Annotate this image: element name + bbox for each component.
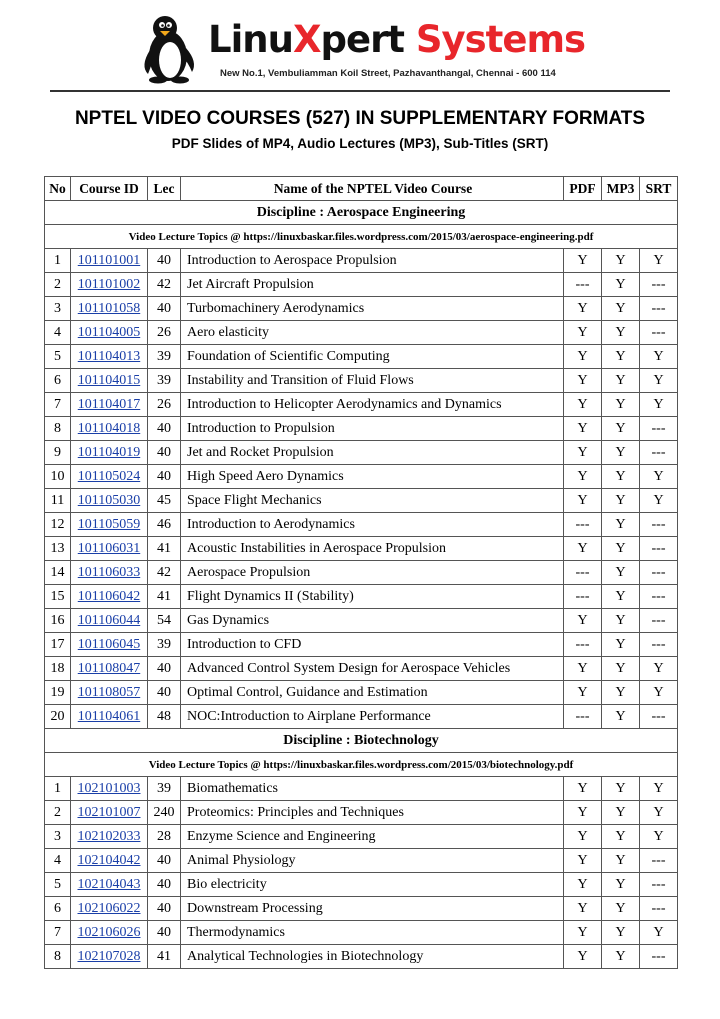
pdf-availability: --- xyxy=(564,585,602,609)
mp3-availability: Y xyxy=(602,345,640,369)
lecture-count: 39 xyxy=(148,633,181,657)
srt-availability: --- xyxy=(640,441,678,465)
lecture-count: 41 xyxy=(148,537,181,561)
row-no: 1 xyxy=(45,777,71,801)
header-no: No xyxy=(45,177,71,201)
header-pdf: PDF xyxy=(564,177,602,201)
row-no: 9 xyxy=(45,441,71,465)
srt-availability: --- xyxy=(640,705,678,729)
pdf-availability: Y xyxy=(564,825,602,849)
srt-availability: --- xyxy=(640,849,678,873)
course-name: Enzyme Science and Engineering xyxy=(181,825,564,849)
row-no: 16 xyxy=(45,609,71,633)
table-row xyxy=(45,777,678,801)
pdf-availability: Y xyxy=(564,537,602,561)
course-id-link[interactable]: 101101058 xyxy=(77,300,141,316)
srt-availability: Y xyxy=(640,249,678,273)
course-id-link[interactable]: 102101007 xyxy=(77,804,141,820)
srt-availability: --- xyxy=(640,561,678,585)
table-row xyxy=(45,921,678,945)
srt-availability: --- xyxy=(640,513,678,537)
course-id-cell xyxy=(71,609,148,633)
course-id-link[interactable]: 101101002 xyxy=(77,276,141,292)
course-id-link[interactable]: 101106044 xyxy=(77,612,141,628)
course-id-cell xyxy=(71,825,148,849)
brand-part-3: pert xyxy=(320,18,404,61)
pdf-availability: Y xyxy=(564,657,602,681)
lecture-count: 42 xyxy=(148,273,181,297)
lecture-count: 40 xyxy=(148,681,181,705)
mp3-availability: Y xyxy=(602,873,640,897)
table-row xyxy=(45,585,678,609)
mp3-availability: Y xyxy=(602,441,640,465)
course-id-cell xyxy=(71,345,148,369)
course-id-link[interactable]: 101105030 xyxy=(77,492,141,508)
row-no: 19 xyxy=(45,681,71,705)
course-name: Introduction to Propulsion xyxy=(181,417,564,441)
pdf-availability: Y xyxy=(564,945,602,969)
course-id-link[interactable]: 102107028 xyxy=(77,948,141,964)
mp3-availability: Y xyxy=(602,489,640,513)
discipline-topics-link[interactable]: Video Lecture Topics @ https://linuxbaskar.files.wordpress.com/2015/03/aerospace-engineering.pdf xyxy=(45,225,678,249)
table-row xyxy=(45,825,678,849)
course-id-cell xyxy=(71,705,148,729)
course-name: NOC:Introduction to Airplane Performance xyxy=(181,705,564,729)
course-name: Thermodynamics xyxy=(181,921,564,945)
course-id-link[interactable]: 102104043 xyxy=(77,876,141,892)
course-name: Acoustic Instabilities in Aerospace Propulsion xyxy=(181,537,564,561)
table-row xyxy=(45,609,678,633)
table-row xyxy=(45,369,678,393)
mp3-availability: Y xyxy=(602,417,640,441)
mp3-availability: Y xyxy=(602,897,640,921)
lecture-count: 40 xyxy=(148,921,181,945)
table-row xyxy=(45,489,678,513)
lecture-count: 40 xyxy=(148,897,181,921)
pdf-availability: Y xyxy=(564,777,602,801)
table-row xyxy=(45,393,678,417)
srt-availability: Y xyxy=(640,657,678,681)
table-row xyxy=(45,345,678,369)
course-name: Aerospace Propulsion xyxy=(181,561,564,585)
course-name: Jet and Rocket Propulsion xyxy=(181,441,564,465)
srt-availability: Y xyxy=(640,489,678,513)
course-id-link[interactable]: 101106033 xyxy=(77,564,141,580)
discipline-topics-row xyxy=(45,753,678,777)
course-id-cell xyxy=(71,249,148,273)
pdf-availability: --- xyxy=(564,705,602,729)
pdf-availability: Y xyxy=(564,681,602,705)
table-row xyxy=(45,537,678,561)
course-id-cell xyxy=(71,777,148,801)
course-id-link[interactable]: 101104013 xyxy=(77,348,141,364)
course-name: Space Flight Mechanics xyxy=(181,489,564,513)
course-id-cell xyxy=(71,897,148,921)
srt-availability: Y xyxy=(640,369,678,393)
srt-availability: Y xyxy=(640,801,678,825)
lecture-count: 45 xyxy=(148,489,181,513)
discipline-topics-row xyxy=(45,225,678,249)
pdf-availability: Y xyxy=(564,369,602,393)
srt-availability: --- xyxy=(640,585,678,609)
brand-name xyxy=(208,18,585,68)
course-id-link[interactable]: 101104017 xyxy=(77,396,141,412)
company-logo xyxy=(138,14,586,84)
table-header-row xyxy=(45,177,678,201)
course-id-link[interactable]: 101105059 xyxy=(77,516,141,532)
lecture-count: 240 xyxy=(148,801,181,825)
course-id-link[interactable]: 101108057 xyxy=(77,684,141,700)
course-name: Introduction to Aerospace Propulsion xyxy=(181,249,564,273)
pdf-availability: Y xyxy=(564,609,602,633)
discipline-header-row xyxy=(45,201,678,225)
row-no: 7 xyxy=(45,921,71,945)
course-id-link[interactable]: 101106042 xyxy=(77,588,141,604)
row-no: 18 xyxy=(45,657,71,681)
course-id-cell xyxy=(71,489,148,513)
srt-availability: Y xyxy=(640,393,678,417)
course-name: Biomathematics xyxy=(181,777,564,801)
srt-availability: --- xyxy=(640,873,678,897)
lecture-count: 40 xyxy=(148,657,181,681)
course-id-link[interactable]: 101104019 xyxy=(77,444,141,460)
srt-availability: Y xyxy=(640,345,678,369)
course-name: Introduction to Helicopter Aerodynamics and Dynamics xyxy=(181,393,564,417)
course-name: Gas Dynamics xyxy=(181,609,564,633)
srt-availability: --- xyxy=(640,897,678,921)
page-subtitle: PDF Slides of MP4, Audio Lectures (MP3), Sub-Titles (SRT) xyxy=(171,136,549,151)
course-id-link[interactable]: 101108047 xyxy=(77,660,141,676)
table-body xyxy=(45,201,678,969)
pdf-availability: Y xyxy=(564,321,602,345)
row-no: 15 xyxy=(45,585,71,609)
srt-availability: Y xyxy=(640,921,678,945)
course-id-cell xyxy=(71,441,148,465)
table-row xyxy=(45,561,678,585)
lecture-count: 39 xyxy=(148,369,181,393)
row-no: 1 xyxy=(45,249,71,273)
header-course-name: Name of the NPTEL Video Course xyxy=(181,177,564,201)
pdf-availability: Y xyxy=(564,393,602,417)
mp3-availability: Y xyxy=(602,849,640,873)
company-address: New No.1, Vembuliamman Koil Street, Pazhavanthangal, Chennai - 600 114 xyxy=(220,68,556,79)
course-id-link[interactable]: 101106031 xyxy=(77,540,141,556)
mp3-availability: Y xyxy=(602,249,640,273)
course-id-cell xyxy=(71,297,148,321)
lecture-count: 40 xyxy=(148,417,181,441)
pdf-availability: --- xyxy=(564,561,602,585)
lecture-count: 40 xyxy=(148,465,181,489)
mp3-availability: Y xyxy=(602,657,640,681)
course-name: Animal Physiology xyxy=(181,849,564,873)
row-no: 4 xyxy=(45,849,71,873)
course-id-link[interactable]: 101101001 xyxy=(77,252,141,268)
brand-part-1: Linu xyxy=(208,18,293,61)
course-id-cell xyxy=(71,465,148,489)
table-row xyxy=(45,465,678,489)
course-name: Instability and Transition of Fluid Flows xyxy=(181,369,564,393)
pdf-availability: --- xyxy=(564,633,602,657)
row-no: 4 xyxy=(45,321,71,345)
table-row xyxy=(45,321,678,345)
row-no: 8 xyxy=(45,945,71,969)
header-divider xyxy=(50,90,670,92)
pdf-availability: Y xyxy=(564,465,602,489)
course-id-cell xyxy=(71,393,148,417)
srt-availability: --- xyxy=(640,321,678,345)
course-name: High Speed Aero Dynamics xyxy=(181,465,564,489)
srt-availability: --- xyxy=(640,417,678,441)
course-id-cell xyxy=(71,513,148,537)
mp3-availability: Y xyxy=(602,945,640,969)
course-id-cell xyxy=(71,945,148,969)
header-srt: SRT xyxy=(640,177,678,201)
row-no: 6 xyxy=(45,897,71,921)
brand-part-2: X xyxy=(292,18,321,61)
mp3-availability: Y xyxy=(602,465,640,489)
row-no: 5 xyxy=(45,345,71,369)
course-name: Flight Dynamics II (Stability) xyxy=(181,585,564,609)
lecture-count: 40 xyxy=(148,849,181,873)
discipline-title: Discipline : Aerospace Engineering xyxy=(45,201,678,225)
row-no: 2 xyxy=(45,801,71,825)
lecture-count: 40 xyxy=(148,441,181,465)
course-id-link[interactable]: 102102033 xyxy=(77,828,141,844)
course-id-cell xyxy=(71,849,148,873)
course-id-link[interactable]: 101104005 xyxy=(77,324,141,340)
courses-table xyxy=(44,176,678,969)
course-id-cell xyxy=(71,921,148,945)
srt-availability: Y xyxy=(640,825,678,849)
table-row xyxy=(45,657,678,681)
mp3-availability: Y xyxy=(602,801,640,825)
lecture-count: 42 xyxy=(148,561,181,585)
pdf-availability: --- xyxy=(564,513,602,537)
page-header xyxy=(0,0,720,90)
course-name: Introduction to CFD xyxy=(181,633,564,657)
srt-availability: --- xyxy=(640,609,678,633)
lecture-count: 41 xyxy=(148,585,181,609)
course-id-link[interactable]: 101106045 xyxy=(77,636,141,652)
discipline-header-row xyxy=(45,729,678,753)
table-row xyxy=(45,945,678,969)
lecture-count: 40 xyxy=(148,249,181,273)
srt-availability: --- xyxy=(640,297,678,321)
course-id-cell xyxy=(71,537,148,561)
row-no: 11 xyxy=(45,489,71,513)
pdf-availability: Y xyxy=(564,441,602,465)
lecture-count: 26 xyxy=(148,321,181,345)
mp3-availability: Y xyxy=(602,681,640,705)
course-id-cell xyxy=(71,681,148,705)
course-id-cell xyxy=(71,801,148,825)
mp3-availability: Y xyxy=(602,273,640,297)
srt-availability: --- xyxy=(640,633,678,657)
mp3-availability: Y xyxy=(602,297,640,321)
course-id-cell xyxy=(71,273,148,297)
row-no: 14 xyxy=(45,561,71,585)
row-no: 2 xyxy=(45,273,71,297)
pdf-availability: Y xyxy=(564,897,602,921)
mp3-availability: Y xyxy=(602,609,640,633)
course-id-cell xyxy=(71,657,148,681)
mp3-availability: Y xyxy=(602,321,640,345)
course-name: Introduction to Aerodynamics xyxy=(181,513,564,537)
srt-availability: --- xyxy=(640,945,678,969)
row-no: 8 xyxy=(45,417,71,441)
pdf-availability: Y xyxy=(564,801,602,825)
lecture-count: 39 xyxy=(148,777,181,801)
course-name: Analytical Technologies in Biotechnology xyxy=(181,945,564,969)
row-no: 3 xyxy=(45,825,71,849)
course-id-link[interactable]: 101104015 xyxy=(77,372,141,388)
table-row xyxy=(45,273,678,297)
pdf-availability: Y xyxy=(564,345,602,369)
course-id-cell xyxy=(71,417,148,441)
row-no: 5 xyxy=(45,873,71,897)
pdf-availability: Y xyxy=(564,297,602,321)
course-id-link[interactable]: 102101003 xyxy=(77,780,141,796)
page-title: NPTEL VIDEO COURSES (527) IN SUPPLEMENTARY FORMATS xyxy=(74,108,646,129)
srt-availability: Y xyxy=(640,777,678,801)
header-mp3: MP3 xyxy=(602,177,640,201)
row-no: 13 xyxy=(45,537,71,561)
lecture-count: 48 xyxy=(148,705,181,729)
row-no: 20 xyxy=(45,705,71,729)
table-row xyxy=(45,249,678,273)
srt-availability: Y xyxy=(640,681,678,705)
table-row xyxy=(45,513,678,537)
pdf-availability: Y xyxy=(564,921,602,945)
row-no: 10 xyxy=(45,465,71,489)
course-name: Foundation of Scientific Computing xyxy=(181,345,564,369)
course-id-cell xyxy=(71,321,148,345)
lecture-count: 39 xyxy=(148,345,181,369)
srt-availability: --- xyxy=(640,273,678,297)
row-no: 3 xyxy=(45,297,71,321)
pdf-availability: Y xyxy=(564,249,602,273)
pdf-availability: Y xyxy=(564,417,602,441)
row-no: 12 xyxy=(45,513,71,537)
penguin-icon xyxy=(138,14,200,84)
mp3-availability: Y xyxy=(602,633,640,657)
course-name: Aero elasticity xyxy=(181,321,564,345)
pdf-availability: Y xyxy=(564,849,602,873)
course-name: Proteomics: Principles and Techniques xyxy=(181,801,564,825)
course-name: Jet Aircraft Propulsion xyxy=(181,273,564,297)
lecture-count: 28 xyxy=(148,825,181,849)
brand-part-4: Systems xyxy=(415,18,586,61)
row-no: 6 xyxy=(45,369,71,393)
mp3-availability: Y xyxy=(602,585,640,609)
pdf-availability: Y xyxy=(564,489,602,513)
mp3-availability: Y xyxy=(602,513,640,537)
pdf-availability: Y xyxy=(564,873,602,897)
mp3-availability: Y xyxy=(602,561,640,585)
course-name: Optimal Control, Guidance and Estimation xyxy=(181,681,564,705)
course-name: Advanced Control System Design for Aerospace Vehicles xyxy=(181,657,564,681)
lecture-count: 46 xyxy=(148,513,181,537)
course-id-link[interactable]: 102106022 xyxy=(77,900,141,916)
course-id-cell xyxy=(71,873,148,897)
table-row xyxy=(45,441,678,465)
lecture-count: 40 xyxy=(148,297,181,321)
row-no: 7 xyxy=(45,393,71,417)
table-row xyxy=(45,801,678,825)
header-course-id: Course ID xyxy=(71,177,148,201)
table-row xyxy=(45,681,678,705)
course-id-cell xyxy=(71,561,148,585)
srt-availability: --- xyxy=(640,537,678,561)
course-id-cell xyxy=(71,585,148,609)
table-row xyxy=(45,297,678,321)
course-id-link[interactable]: 102104042 xyxy=(77,852,141,868)
table-row xyxy=(45,873,678,897)
table-row xyxy=(45,633,678,657)
table-row xyxy=(45,705,678,729)
course-name: Turbomachinery Aerodynamics xyxy=(181,297,564,321)
mp3-availability: Y xyxy=(602,705,640,729)
table-row xyxy=(45,417,678,441)
lecture-count: 26 xyxy=(148,393,181,417)
pdf-availability: --- xyxy=(564,273,602,297)
header-lec: Lec xyxy=(148,177,181,201)
mp3-availability: Y xyxy=(602,393,640,417)
discipline-topics-link[interactable]: Video Lecture Topics @ https://linuxbaskar.files.wordpress.com/2015/03/biotechnology.pdf xyxy=(45,753,678,777)
course-id-link[interactable]: 102106026 xyxy=(77,924,141,940)
course-name: Bio electricity xyxy=(181,873,564,897)
discipline-title: Discipline : Biotechnology xyxy=(45,729,678,753)
course-id-link[interactable]: 101105024 xyxy=(77,468,141,484)
table-row xyxy=(45,897,678,921)
srt-availability: Y xyxy=(640,465,678,489)
course-name: Downstream Processing xyxy=(181,897,564,921)
lecture-count: 40 xyxy=(148,873,181,897)
mp3-availability: Y xyxy=(602,537,640,561)
course-id-link[interactable]: 101104018 xyxy=(77,420,141,436)
lecture-count: 41 xyxy=(148,945,181,969)
mp3-availability: Y xyxy=(602,369,640,393)
course-id-link[interactable]: 101104061 xyxy=(77,708,141,724)
mp3-availability: Y xyxy=(602,777,640,801)
lecture-count: 54 xyxy=(148,609,181,633)
course-id-cell xyxy=(71,633,148,657)
table-row xyxy=(45,849,678,873)
row-no: 17 xyxy=(45,633,71,657)
mp3-availability: Y xyxy=(602,921,640,945)
course-id-cell xyxy=(71,369,148,393)
mp3-availability: Y xyxy=(602,825,640,849)
